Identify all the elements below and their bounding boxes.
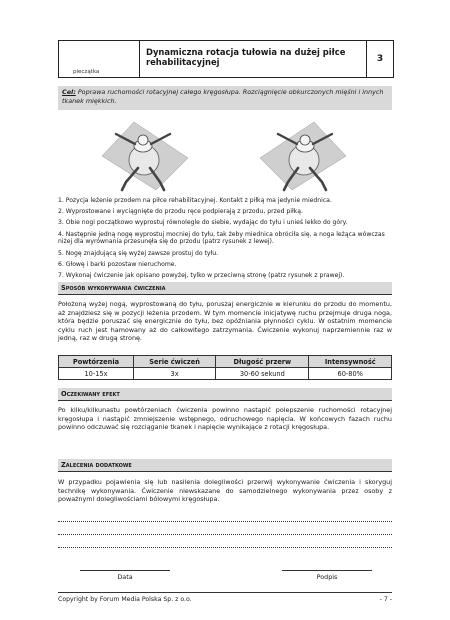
table-header: Intensywność <box>309 356 392 368</box>
table-header: Długość przerw <box>216 356 309 368</box>
steps-list <box>58 197 392 283</box>
notes-line <box>58 547 392 548</box>
list-item: 6. Głowę i barki pozostaw nieruchome. <box>58 260 177 268</box>
recommendations-heading: Zalecenia dodatkowe <box>58 459 392 472</box>
params-table <box>58 355 392 380</box>
method-text: Położoną wyżej nogą, wyprostowaną do tyłu, poruszaj energicznie w kierunku do przodu do momentu, aż znajdziesz się w pozycji leżenia przodem. W tym momencie inicjatywę ruchu przejmuje druga noga, która będzie poruszać się energicznie do tyłu, bez opóźniania płynności cyklu. W ostatnim momencie cyklu ruch jest hamowany aż do całkowitego zatrzymania. Ćwiczenie wykonuj naprzemiennie raz w jedną, raz w drugą stronę. <box>58 300 392 343</box>
exercise-illustration-right <box>258 120 348 192</box>
effect-text: Po kilku/kilkunastu powtórzeniach ćwiczenia powinno nastąpić polepszenie ruchomości rotacyjnej kręgosłupa i nastąpić zmniejszenie wstępnego, odruchowego napięcia. W końcowych fazach ruchu powinno odczuwać się rozciąganie tkanek i napięcie wynikające z rotacji kręgosłupa. <box>58 406 392 432</box>
table-row <box>59 368 392 380</box>
recommendations-text: W przypadku pojawienia się lub nasilenia dolegliwości przerwij wykonywanie ćwiczenia i skoryguj technikę wykonywania. Ćwiczenie niewskazane do samodzielnego wykonywania przez osoby z poważnymi dolegliwościami bólowymi kręgosłupa. <box>58 478 392 504</box>
goal-text: Poprawa ruchomości rotacyjnej całego kręgosłupa. Rozciągnięcie obkurczonych mięśni i innych tkanek miękkich. <box>62 88 384 105</box>
copyright: Copyright by Forum Media Polska Sp. z o.o. <box>58 596 192 603</box>
notes-line <box>58 534 392 535</box>
goal-label: Cel: <box>62 88 76 96</box>
list-item: 4. Następnie jedną nogę wyprostuj mocniej do tyłu, tak żeby miednica obróciła się, a noga leżąca wówczas niżej dla wyrównania przesunęła się do przodu (patrz rysunek z lewej). <box>58 230 385 246</box>
stamp-label: pieczątka <box>73 69 100 75</box>
date-label: Data <box>117 573 133 581</box>
table-cell: 3x <box>133 368 215 380</box>
method-heading: Sposób wykonywania ćwiczenia <box>58 282 392 295</box>
effect-heading: Oczekiwany efekt <box>58 388 392 401</box>
table-cell: 60-80% <box>309 368 392 380</box>
page-footer <box>58 592 392 603</box>
list-item: 5. Nogę znajdującą się wyżej zawsze prostuj do tyłu. <box>58 249 219 257</box>
table-cell: 10-15x <box>59 368 134 380</box>
signature-label: Podpis <box>316 573 338 581</box>
table-header: Serie ćwiczeń <box>133 356 215 368</box>
stamp-area <box>59 41 140 77</box>
header-box <box>58 40 394 78</box>
table-cell: 30-60 sekund <box>216 368 309 380</box>
list-item: 3. Obie nogi początkowo wyprostuj równolegle do siebie, wydając do tyłu i unieś lekko do góry. <box>58 219 348 227</box>
list-item: 1. Pozycja leżenie przodem na piłce rehabilitacyjnej. Kontakt z piłką ma jedynie miednica. <box>58 197 332 204</box>
table-header: Powtórzenia <box>59 356 134 368</box>
goal-box <box>58 86 392 110</box>
signature-line <box>282 570 372 571</box>
list-item: 7. Wykonaj ćwiczenie jak opisano powyżej, tylko w przeciwną stronę (patrz rysunek z prawej). <box>58 271 345 279</box>
table-header-row <box>59 356 392 368</box>
exercise-title: Dynamiczna rotacja tułowia na dużej piłce rehabilitacyjnej <box>140 41 367 77</box>
notes-line <box>58 521 392 522</box>
list-item: 2. Wyprostowane i wyciągnięte do przodu ręce podpierają z przodu, przed piłką. <box>58 208 303 216</box>
exercise-number: 3 <box>376 54 384 64</box>
page-number: - 7 - <box>379 596 392 603</box>
exercise-illustration-left <box>100 120 190 192</box>
date-line <box>80 570 170 571</box>
